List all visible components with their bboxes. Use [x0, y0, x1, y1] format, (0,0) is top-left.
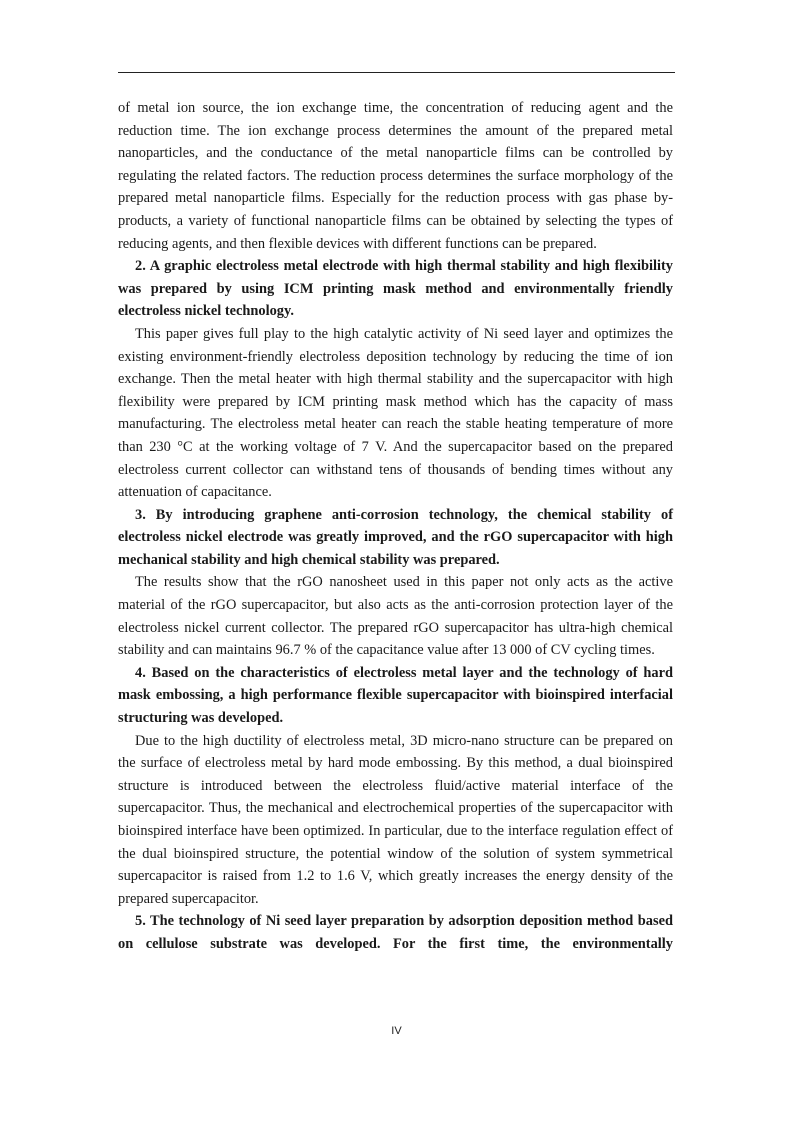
- heading-5: 5. The technology of Ni seed layer preparation by adsorption deposition method based on cellulose substrate was developed. For the first time, the environmentally: [118, 913, 673, 952]
- paragraph-2-body: This paper gives full play to the high catalytic activity of Ni seed layer and optimizes the existing environment-friendly electroless deposition technology by reducing the time of ion exchange. Then the metal heater with high thermal stability and the supercapacitor with high flexibility were prepared by ICM printing mask method which has the capacity of mass manufacturing. The electroless metal heater can reach the stable heating temperature of more than 230 °C at the working voltage of 7 V. And the supercapacitor based on the prepared electroless current collector can withstand tens of thousands of bending times without any attenuation of capacitance.: [118, 325, 673, 501]
- heading-2: 2. A graphic electroless metal electrode with high thermal stability and high flexibility was prepared by using ICM printing mask method and environmentally friendly electroless nickel technology.: [118, 258, 673, 320]
- paragraph-continuation: of metal ion source, the ion exchange time, the concentration of reducing agent and the reduction time. The ion exchange process determines the amount of the prepared metal nanoparticles, and the conductance of the metal nanoparticle films can be controlled by regulating the related factors. The reduction process determines the surface morphology of the prepared metal nanoparticle films. Especially for the reduction process with gas phase by-products, a variety of functional nanoparticle films can be obtained by selecting the types of reducing agents, and then flexible devices with different functions can be prepared.: [118, 100, 673, 252]
- paragraph-4-body: Due to the high ductility of electroless metal, 3D micro-nano structure can be prepared on the surface of electroless metal by hard mode embossing. By this method, a dual bioinspired structure is introduced between the electroless fluid/active material interface of the supercapacitor. Thus, the mechanical and electrochemical properties of the supercapacitor with bioinspired interface have been optimized. In particular, due to the interface regulation effect of the dual bioinspired structure, the potential window of the solution of system symmetrical supercapacitor is raised from 1.2 to 1.6 V, which greatly increases the energy density of the prepared supercapacitor.: [118, 732, 673, 907]
- heading-3: 3. By introducing graphene anti-corrosion technology, the chemical stability of electroless nickel electrode was greatly improved, and the rGO supercapacitor with high mechanical stability and high chemical stability was prepared.: [118, 506, 673, 568]
- page-number: IV: [391, 1025, 402, 1037]
- page-body: [118, 97, 673, 956]
- paragraph-3-body: The results show that the rGO nanosheet used in this paper not only acts as the active material of the rGO supercapacitor, but also acts as the anti-corrosion protection layer of the electroless nickel current collector. The prepared rGO supercapacitor has ultra-high chemical stability and can maintains 96.7 % of the capacitance value after 13 000 of CV cycling times.: [118, 574, 673, 659]
- heading-4: 4. Based on the characteristics of electroless metal layer and the technology of hard mask embossing, a high performance flexible supercapacitor with bioinspired interfacial structuring was developed.: [118, 664, 673, 727]
- header-rule: [118, 72, 675, 73]
